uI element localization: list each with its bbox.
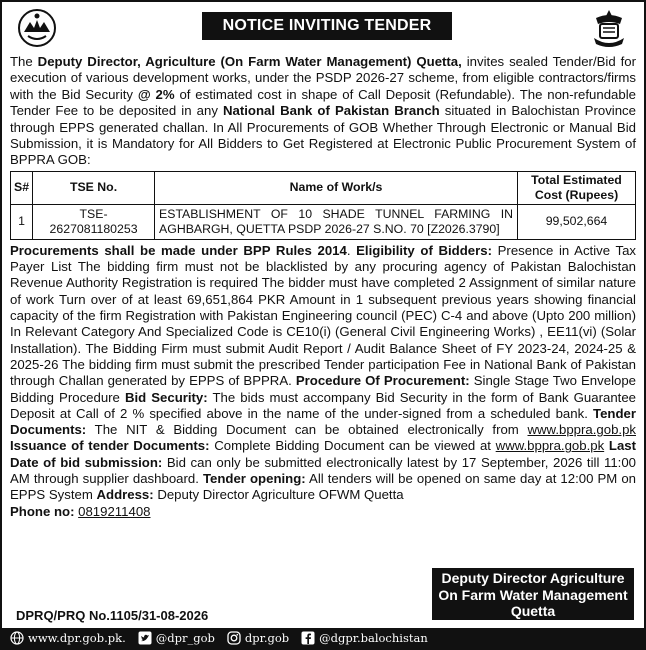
tse-number-cell: TSE-2627081180253 bbox=[33, 204, 155, 239]
column-header: Name of Work/s bbox=[155, 171, 518, 204]
instagram-icon bbox=[227, 631, 241, 645]
rules-heading: Procurements shall be made under BPP Rules 2014 bbox=[10, 242, 347, 258]
serial-cell: 1 bbox=[11, 204, 33, 239]
cost-cell: 99,502,664 bbox=[518, 204, 636, 239]
intro-text: invites sealed Tender/Bid for execution of various development works, under the PSDP 2026-27 scheme, from eligible contractors/firms with the Bid Security bbox=[10, 54, 636, 102]
work-name-cell: ESTABLISHMENT OF 10 SHADE TUNNEL FARMING IN AGHBARGH, QUETTA PSDP 2026-27 S.NO. 70 [Z2026.3790] bbox=[155, 204, 518, 239]
eligibility-heading: Eligibility of Bidders: bbox=[356, 242, 492, 258]
signatory-city: Quetta bbox=[510, 603, 556, 619]
phone-number[interactable]: 0819211408 bbox=[78, 503, 151, 519]
body-text: Deputy Director Agriculture OFWM Quetta bbox=[153, 487, 404, 503]
signatory-title: Deputy Director Agriculture bbox=[441, 570, 625, 586]
body-text: Complete Bidding Document can be viewed at bbox=[209, 438, 496, 454]
footer-twitter-label: @dpr_gob bbox=[155, 631, 215, 645]
issuance-heading: Issuance of tender Documents: bbox=[10, 438, 210, 454]
intro-text: The bbox=[10, 54, 38, 69]
bid-security-rate: @ 2% bbox=[137, 86, 175, 102]
twitter-icon bbox=[138, 631, 152, 645]
table-header-row bbox=[11, 171, 636, 204]
intro-text: situated in Balochistan Province through EPPS generated challan. In All Procurements of GOB Whether Through Electronic or Manual Bid Submission, it is Mandatory for All Bidders to Get Registered at Electronic Public Procurement System of BPPRA GOB: bbox=[10, 103, 636, 168]
intro-text: of estimated cost in shape of Call Deposit (Refundable). The non-refundable Tender Fee to be deposited in any bbox=[10, 86, 636, 119]
footer-twitter[interactable] bbox=[138, 631, 215, 645]
procedure-heading: Procedure Of Procurement: bbox=[295, 373, 470, 389]
government-crest-icon bbox=[588, 8, 630, 48]
balochistan-logo-icon bbox=[16, 8, 58, 48]
tender-opening-heading: Tender opening: bbox=[202, 471, 306, 486]
footer-instagram-label: dpr.gob bbox=[244, 631, 290, 645]
page-title: NOTICE INVITING TENDER bbox=[202, 12, 452, 40]
body-text: Bid can only be submitted electronically latest by 17 September, 2026 till 11:00 AM through supplier dashboard. bbox=[10, 454, 637, 486]
bid-security-heading: Bid Security: bbox=[124, 389, 208, 405]
phone-heading: Phone no: bbox=[10, 503, 79, 519]
body-text: Presence in Active Tax Payer List The bidding firm must not be blacklisted by any procuring agency of Pakistan Balochistan Revenue Authority Registration is required The bidder must have completed 2 Assignment of similar nature of work Turn over of at least 69,651,864 PKR Amount in 1 subsequent previous years showing financial capacity of the firm Registration with Pakistan Engineering council (PEC) C-4 and above (Upto 200 million) In Relevant Category And Specialized Code is CE10(i) (General Civil Engineering Works) , EE11(vi) (Solar Installation). The Bidding Firm must submit Audit Report / Audit Balance Sheet of FY 2023-24, 2024-25 & 2025-26 The bidding firm must submit the prescribed Tender participation Fee in National Bank of Pakistan through Challan generated by EPPS of BPPRA. bbox=[10, 242, 636, 389]
body-text: All tenders will be opened on same day at 12:00 PM on EPPS System bbox=[10, 471, 637, 503]
footer-instagram[interactable] bbox=[227, 631, 289, 645]
footer-website[interactable] bbox=[10, 631, 126, 645]
column-header: S# bbox=[11, 171, 33, 204]
body-text: . bbox=[346, 242, 357, 258]
office-name: Deputy Director, Agriculture (On Farm Water Management) Quetta, bbox=[37, 54, 462, 69]
dpr-reference: DPRQ/PRQ No.1105/31-08-2026 bbox=[16, 608, 209, 623]
body-text: The bids must accompany Bid Security in the form of Bank Guarantee Deposit at Call of 2 % specified above in the name of the under-signed from a scheduled bank. bbox=[10, 389, 636, 421]
last-date-heading: Last Date of bid submission: bbox=[10, 438, 637, 470]
facebook-icon bbox=[301, 631, 315, 645]
body-text: Single Stage Two Envelope Bidding Procedure bbox=[10, 373, 636, 405]
bppra-link[interactable]: www.bppra.gob.pk bbox=[495, 438, 605, 454]
footer-facebook[interactable] bbox=[301, 631, 428, 645]
address-heading: Address: bbox=[96, 487, 154, 503]
tender-documents-heading: Tender Documents: bbox=[10, 405, 636, 438]
column-header: Total Estimated Cost (Rupees) bbox=[518, 171, 636, 204]
bppra-link[interactable]: www.bppra.gob.pk bbox=[527, 422, 636, 438]
footer-website-label: www.dpr.gob.pk. bbox=[28, 631, 126, 645]
footer-facebook-label: @dgpr.balochistan bbox=[319, 631, 428, 645]
globe-icon bbox=[10, 631, 24, 645]
table-row bbox=[11, 204, 636, 239]
notice-header bbox=[10, 6, 636, 50]
intro-paragraph bbox=[10, 54, 636, 169]
signatory-office: On Farm Water Management bbox=[438, 586, 628, 603]
works-table bbox=[10, 171, 636, 240]
bank-name: National Bank of Pakistan Branch bbox=[223, 103, 440, 119]
terms-paragraph bbox=[10, 243, 636, 520]
signature-block bbox=[432, 568, 634, 620]
footer-bar bbox=[2, 628, 644, 648]
column-header: TSE No. bbox=[33, 171, 155, 204]
body-text: The NIT & Bidding Document can be obtained electronically from bbox=[86, 422, 528, 438]
